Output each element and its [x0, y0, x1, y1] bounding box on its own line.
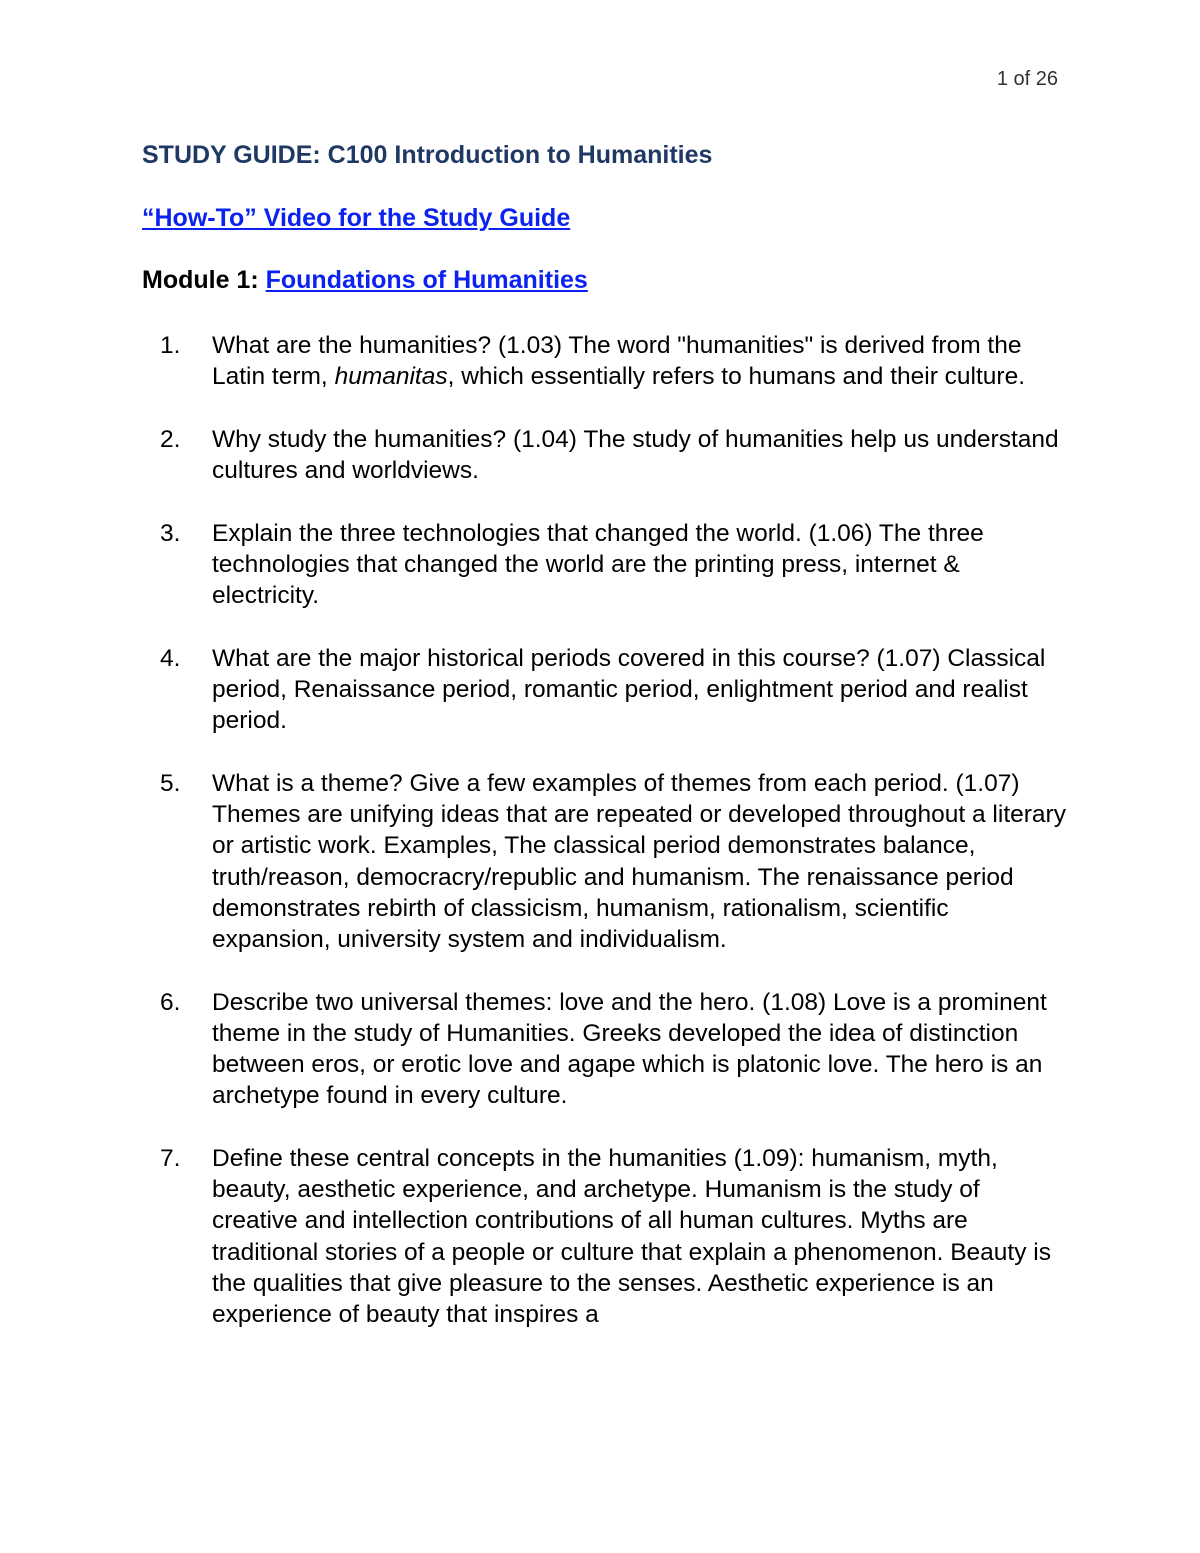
question-number: 4. [160, 644, 181, 672]
question-text: Why study the humanities? (1.04) The study of humanities help us understand cultures and worldviews. [212, 425, 1059, 485]
question-item [142, 987, 1072, 1112]
question-text: What is a theme? Give a few examples of themes from each period. (1.07) Themes are unifying ideas that are repeated or developed throughout a literary or artistic work. Examples, The classical period demonstrates balance, truth/reason, democracry/republic and humanism. The renaissance period demonstrates rebirth of classicism, humanism, rationalism, scientific expansion, university system and individualism. [212, 770, 1066, 954]
question-item [142, 1143, 1072, 1330]
question-number: 7. [160, 1145, 181, 1173]
question-item [142, 643, 1072, 737]
question-item [142, 330, 1072, 392]
question-text: Describe two universal themes: love and the hero. (1.08) Love is a prominent theme in the study of Humanities. Greeks developed the idea of distinction between eros, or erotic love and agape which is platonic love. The hero is an archetype found in every culture. [212, 988, 1047, 1110]
page-number: 1 of 26 [996, 68, 1058, 90]
question-text: What are the major historical periods covered in this course? (1.07) Classical period, Renaissance period, romantic period, enlightment period and realist period. [212, 644, 1046, 735]
how-to-video-link[interactable]: “How-To” Video for the Study Guide [142, 204, 571, 232]
module-prefix: Module 1: [142, 266, 266, 294]
question-text: Explain the three technologies that changed the world. (1.06) The three technologies that changed the world are the printing press, internet & electricity. [212, 519, 984, 610]
question-item [142, 424, 1072, 486]
question-number: 1. [160, 332, 181, 359]
question-item [142, 518, 1072, 612]
question-number: 2. [160, 425, 181, 453]
latin-term: humanitas [334, 363, 448, 391]
question-number: 5. [160, 770, 181, 798]
question-number: 3. [160, 519, 181, 547]
question-number: 6. [160, 988, 181, 1016]
question-text: Define these central concepts in the humanities (1.09): humanism, myth, beauty, aesthetic experience, and archetype. Humanism is the study of creative and intellection contributions of all human cultures. Myths are traditional stories of a people or culture that explain a phenomenon. Beauty is the qualities that give pleasure to the senses. Aesthetic experience is an experience of beauty that inspires a [212, 1145, 1051, 1329]
question-list [142, 330, 1072, 1362]
page-title: STUDY GUIDE: C100 Introduction to Humanities [142, 141, 713, 169]
module-link[interactable]: Foundations of Humanities [265, 266, 588, 294]
module-heading [142, 266, 588, 295]
question-text: What are the humanities? (1.03) The word "humanities" is derived from the Latin term, humanitas, which essentially refers to humans and their culture. [212, 332, 1025, 391]
question-item [142, 768, 1072, 955]
